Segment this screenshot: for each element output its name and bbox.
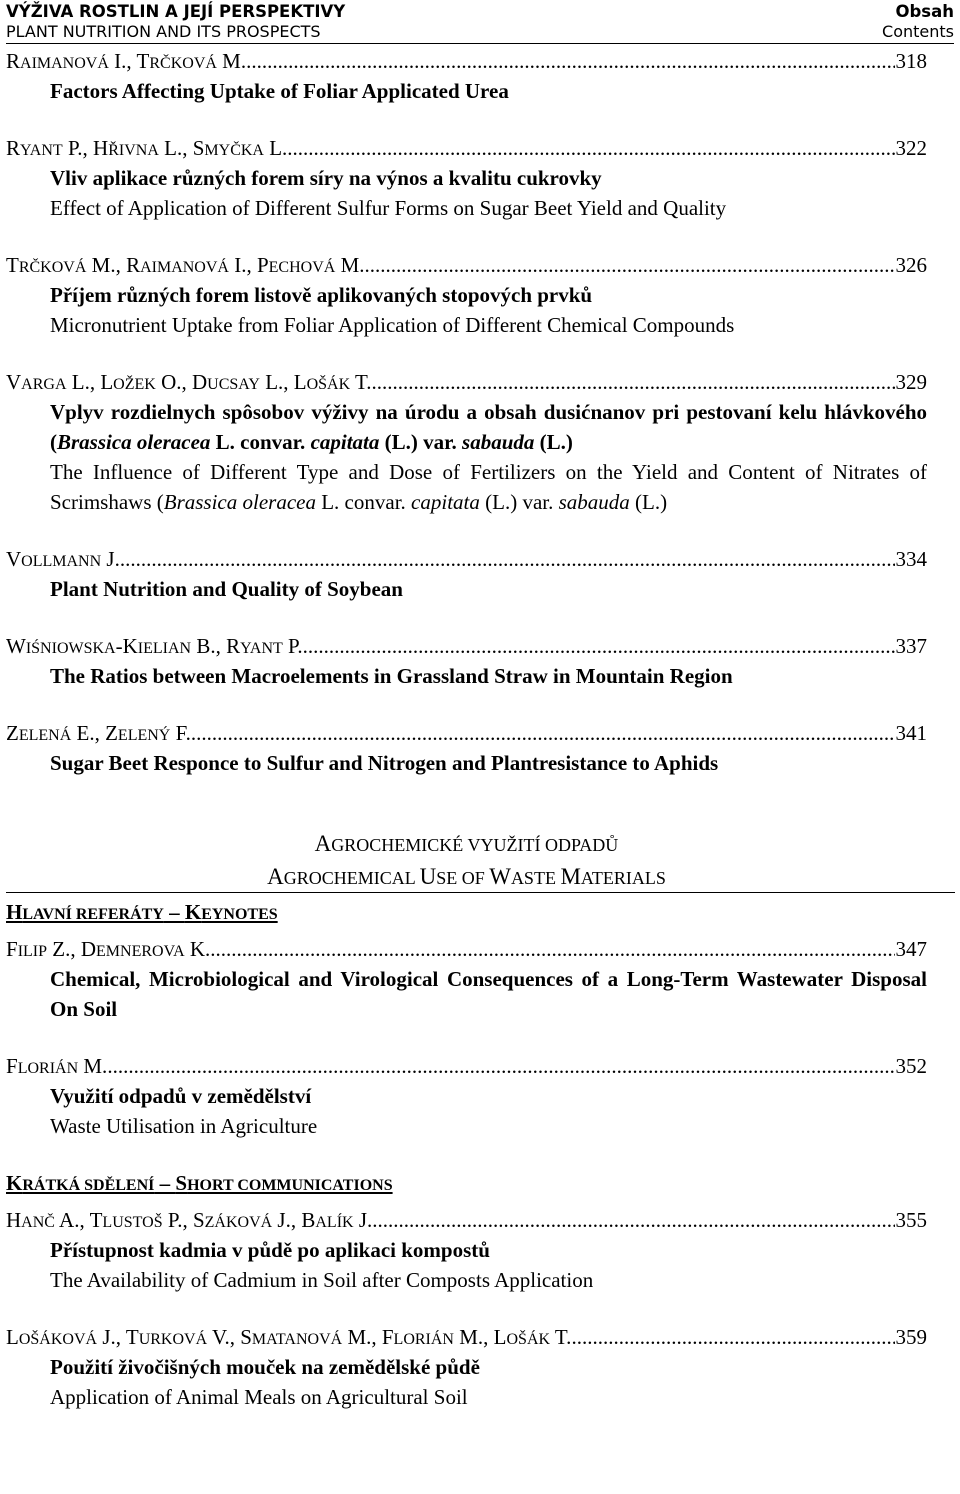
leader-dots bbox=[191, 718, 895, 748]
toc-authors-line bbox=[6, 1051, 927, 1081]
toc-authors: RAIMANOVÁ I., TRČKOVÁ M. bbox=[6, 49, 247, 73]
toc-authors-line bbox=[6, 133, 927, 163]
leader-dots bbox=[246, 46, 894, 76]
entry-title-en: The Influence of Different Type and Dose of Fertilizers on the Yield and Content of Nitrates of Scrimshaws (Brassica oleracea L. convar. capitata (L.) var. sabauda (L.) bbox=[50, 460, 927, 514]
entry-title: Plant Nutrition and Quality of Soybean bbox=[50, 577, 403, 601]
page-number: 318 bbox=[895, 49, 927, 73]
toc-entry[interactable] bbox=[6, 250, 927, 340]
toc-content bbox=[6, 46, 927, 1439]
toc-authors: WIŚNIOWSKA-KIELIAN B., RYANT P. bbox=[6, 634, 303, 658]
section-heading-cz: AGROCHEMICKÉ VYUŽITÍ ODPADŮ bbox=[314, 831, 619, 856]
toc-entry[interactable] bbox=[6, 133, 927, 223]
subsection-short-communications: KRÁTKÁ SDĚLENÍ – SHORT COMMUNICATIONS bbox=[6, 1171, 393, 1195]
toc-entry[interactable] bbox=[6, 544, 927, 604]
leader-dots bbox=[107, 1051, 894, 1081]
page-number: 359 bbox=[895, 1325, 927, 1349]
entry-title-en: Application of Animal Meals on Agricultural Soil bbox=[50, 1385, 468, 1409]
header-obsah: Obsah bbox=[895, 2, 954, 21]
toc-authors-line bbox=[6, 631, 927, 661]
entry-title-cz: Příjem různých forem listově aplikovaných stopových prvků bbox=[50, 283, 593, 307]
entry-title-cz: Vplyv rozdielnych spôsobov výživy na úrodu a obsah dusićnanov pri pestovaní kelu hlávkového (Brassica oleracea L. convar. capitata (L.) var. sabauda (L.) bbox=[50, 400, 927, 454]
toc-authors-line bbox=[6, 718, 927, 748]
toc-authors: TRČKOVÁ M., RAIMANOVÁ I., PECHOVÁ M. bbox=[6, 253, 365, 277]
entry-title-cz: Přístupnost kadmia v půdě po aplikaci kompostů bbox=[50, 1238, 490, 1262]
toc-entry[interactable] bbox=[6, 631, 927, 691]
leader-dots bbox=[210, 934, 894, 964]
page-number: 355 bbox=[895, 1208, 927, 1232]
page-number: 329 bbox=[895, 370, 927, 394]
leader-dots bbox=[287, 133, 894, 163]
page-number: 334 bbox=[895, 547, 927, 571]
entry-title-en: Micronutrient Uptake from Foliar Application of Different Chemical Compounds bbox=[50, 313, 735, 337]
entry-title-cz: Vliv aplikace různých forem síry na výnos a kvalitu cukrovky bbox=[50, 166, 602, 190]
section-heading-en: AGROCHEMICAL USE OF WASTE MATERIALS bbox=[267, 864, 666, 889]
header-contents: Contents bbox=[882, 22, 954, 41]
page-number: 326 bbox=[895, 253, 927, 277]
toc-authors: FLORIÁN M. bbox=[6, 1054, 108, 1078]
subsection-keynotes: HLAVNÍ REFERÁTY – KEYNOTES bbox=[6, 900, 278, 924]
entry-title-cz: Použití živočišných mouček na zemědělské půdě bbox=[50, 1355, 480, 1379]
entry-title: Chemical, Microbiological and Virological Consequences of a Long-Term Wastewater Disposal On Soil bbox=[50, 967, 927, 1021]
entry-title: Factors Affecting Uptake of Foliar Applicated Urea bbox=[50, 79, 509, 103]
header-title-cz: VÝŽIVA ROSTLIN A JEJÍ PERSPEKTIVY bbox=[6, 2, 346, 21]
toc-authors-line bbox=[6, 46, 927, 76]
leader-dots bbox=[365, 250, 895, 280]
toc-authors-line bbox=[6, 544, 927, 574]
leader-dots bbox=[372, 1205, 894, 1235]
toc-entry[interactable] bbox=[6, 1205, 927, 1295]
toc-entry[interactable] bbox=[6, 718, 927, 778]
page-number: 337 bbox=[895, 634, 927, 658]
leader-dots bbox=[303, 631, 895, 661]
toc-authors: RYANT P., HŘIVNA L., SMYČKA L. bbox=[6, 136, 288, 160]
toc-authors: VOLLMANN J. bbox=[6, 547, 120, 571]
page-number: 347 bbox=[895, 937, 927, 961]
entry-title-cz: Využití odpadů v zemědělství bbox=[50, 1084, 312, 1108]
entry-title: Sugar Beet Responce to Sulfur and Nitrogen and Plantresistance to Aphids bbox=[50, 751, 719, 775]
toc-authors-line bbox=[6, 250, 927, 280]
leader-dots bbox=[571, 1322, 894, 1352]
header-rule bbox=[6, 43, 954, 44]
toc-authors-line bbox=[6, 367, 927, 397]
toc-entry[interactable] bbox=[6, 46, 927, 106]
entry-title-en: Waste Utilisation in Agriculture bbox=[50, 1114, 318, 1138]
toc-authors: ZELENÁ E., ZELENÝ F. bbox=[6, 721, 191, 745]
toc-authors: LOŠÁKOVÁ J., TURKOVÁ V., SMATANOVÁ M., FLORIÁN M., LOŠÁK T. bbox=[6, 1325, 572, 1349]
entry-title-en: The Availability of Cadmium in Soil after Composts Application bbox=[50, 1268, 594, 1292]
toc-authors-line bbox=[6, 1205, 927, 1235]
header-title-en: PLANT NUTRITION AND ITS PROSPECTS bbox=[6, 22, 321, 41]
toc-authors-line bbox=[6, 1322, 927, 1352]
page-number: 322 bbox=[895, 136, 927, 160]
page-number: 352 bbox=[895, 1054, 927, 1078]
leader-dots bbox=[372, 367, 895, 397]
toc-authors: VARGA L., LOŽEK O., DUCSAY L., LOŠÁK T. bbox=[6, 370, 372, 394]
toc-entry[interactable] bbox=[6, 934, 927, 1024]
toc-authors: FILIP Z., DEMNEROVA K. bbox=[6, 937, 211, 961]
entry-title: The Ratios between Macroelements in Grassland Straw in Mountain Region bbox=[50, 664, 733, 688]
toc-entry[interactable] bbox=[6, 1322, 927, 1412]
leader-dots bbox=[120, 544, 895, 574]
section-heading bbox=[6, 828, 927, 894]
toc-entry[interactable] bbox=[6, 1051, 927, 1141]
toc-authors: HANČ A., TLUSTOŠ P., SZÁKOVÁ J., BALÍK J. bbox=[6, 1208, 373, 1232]
running-header bbox=[6, 2, 954, 44]
toc-authors-line bbox=[6, 934, 927, 964]
page-number: 341 bbox=[895, 721, 927, 745]
toc-entry[interactable] bbox=[6, 367, 927, 517]
entry-title-en: Effect of Application of Different Sulfur Forms on Sugar Beet Yield and Quality bbox=[50, 196, 727, 220]
